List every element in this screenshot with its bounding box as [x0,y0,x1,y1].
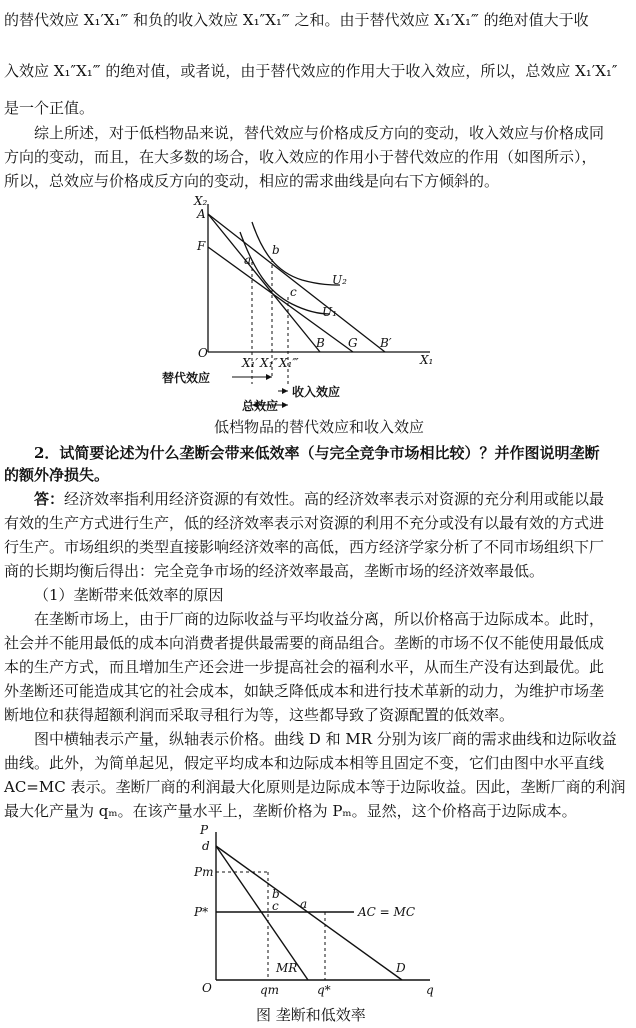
fig1-label-U1: U₁ [322,305,337,319]
fig2-label-a: a [300,897,308,911]
para4-line4: 最大化产量为 qₘ。在该产量水平上，垄断价格为 Pₘ。显然，这个价格高于边际成本。 [4,802,577,820]
fig2-label-c: c [272,899,279,913]
para2-line3: 所以，总效应与价格成反方向的变动，相应的需求曲线是向右下方倾斜的。 [4,172,500,190]
fig2-label-d: d [202,839,210,853]
para2-line2: 方向的变动，而且，在大多数的场合，收入效应的作用小于替代效应的作用（如图所示）， [4,148,597,166]
fig2-label-P: P [200,823,209,837]
fig2-caption: 图 垄断和低效率 [256,1006,366,1024]
fig2-label-Pm: Pm [194,865,214,879]
fig1-label-A: A [197,207,206,221]
para4-line2: 曲线。此外，为简单起见，假定平均成本和边际成本相等且固定不变，它们由图中水平直线 [4,754,605,772]
fig1-label-income: 收入效应 [292,385,341,399]
fig1-label-origin: O [198,346,208,360]
fig1-budget-FG [208,247,353,352]
fig1-label-x1-tprime: X₁‴ [279,356,299,370]
para2-line1: 综上所述，对于低档物品来说，替代效应与价格成反方向的变动，收入效应与价格成同 [34,124,605,142]
fig1-label-c: c [290,285,297,299]
answer-line4: 商的长期均衡后得出：完全竞争市场的经济效率最高，垄断市场的经济效率最低。 [4,562,545,580]
fig1-label-x1-dprime: X₁″ [260,356,278,370]
fig1-label-total: 总效应 [242,399,279,413]
answer-line1: 答：经济效率指利用经济资源的有效性。高的经济效率表示对资源的充分利用或能以最 [34,490,605,508]
fig1-curve-U2 [252,222,340,285]
para1-line1: 的替代效应 X₁′X₁‴ 和负的收入效应 X₁″X₁‴ 之和。由于替代效应 X₁′X₁‴ 的绝对值大于收 [4,11,589,29]
fig1-label-x2: X₂ [194,194,208,208]
fig2-label-q: q [426,983,434,997]
fig1-label-x1-axis: X₁ [420,353,434,367]
answer-label: 答： [34,490,65,508]
para3-line2: 社会并不能用最低的成本向消费者提供最需要的商品组合。垄断的市场不仅不能使用最低成 [4,634,605,652]
answer-line2: 有效的生产方式进行生产，低的经济效率表示对资源的利用不充分或没有以最有效的方式进 [4,514,605,532]
para3-line3: 本的生产方式，而且增加生产还会进一步提高社会的福利水平，从而生产没有达到最优。此 [4,658,605,676]
fig2-label-Pstar: P* [194,905,209,919]
figure-monopoly [190,822,450,1004]
para1-line2: 入效应 X₁″X₁‴ 的绝对值，或者说，由于替代效应的作用大于收入效应，所以，总效应 X₁′X₁″ [4,62,618,80]
section1-heading: （1）垄断带来低效率的原因 [34,586,224,604]
fig1-label-a: a [244,253,252,267]
fig2-label-qstar: q* [317,983,331,997]
para1-line3: 是一个正值。 [4,99,95,117]
fig1-label-substitution: 替代效应 [162,371,211,385]
fig2-label-acmc: AC = MC [358,905,415,919]
fig1-label-G: G [348,336,358,350]
fig1-label-F: F [197,239,206,253]
fig2-label-MR: MR [276,961,298,975]
para4-line3: AC=MC 表示。垄断厂商的利润最大化原则是边际成本等于边际收益。因此，垄断厂商的利润 [4,778,626,796]
fig1-label-B-prime: B′ [380,336,392,350]
para3-line4: 外垄断还可能造成其它的社会成本，如缺乏降低成本和进行技术革新的动力，为维护市场垄 [4,682,605,700]
fig2-label-D: D [396,961,406,975]
fig1-caption: 低档物品的替代效应和收入效应 [214,418,425,436]
fig2-label-O: O [202,981,212,995]
para3-line5: 断地位和获得超额利润而采取寻租行为等，这些都导致了资源配置的低效率。 [4,706,515,724]
fig1-label-U2: U₂ [332,273,347,287]
para4-line1: 图中横轴表示产量，纵轴表示价格。曲线 D 和 MR 分别为该厂商的需求曲线和边际收益 [34,730,617,748]
fig1-budget-AB-prime [208,214,385,352]
fig2-label-b: b [272,887,280,901]
answer-line3: 行生产。市场组织的类型直接影响经济效率的高低，西方经济学家分析了不同市场组织下厂 [4,538,605,556]
question2-line2: 的额外净损失。 [4,466,110,484]
fig1-label-x1-prime: X₁′ [242,356,259,370]
figure-inferior-good [162,192,440,417]
para3-line1: 在垄断市场上，由于厂商的边际收益与平均收益分离，所以价格高于边际成本。此时， [34,610,605,628]
fig2-label-qm: qm [260,983,280,997]
fig1-label-b: b [272,243,280,257]
fig1-curve-U1 [240,232,330,314]
fig2-mr-curve [216,846,308,980]
question2-line1: 2．试简要论述为什么垄断会带来低效率（与完全竞争市场相比较）？并作图说明垄断 [34,444,600,462]
fig1-budget-AB [208,214,320,352]
fig1-label-B: B [316,336,325,350]
